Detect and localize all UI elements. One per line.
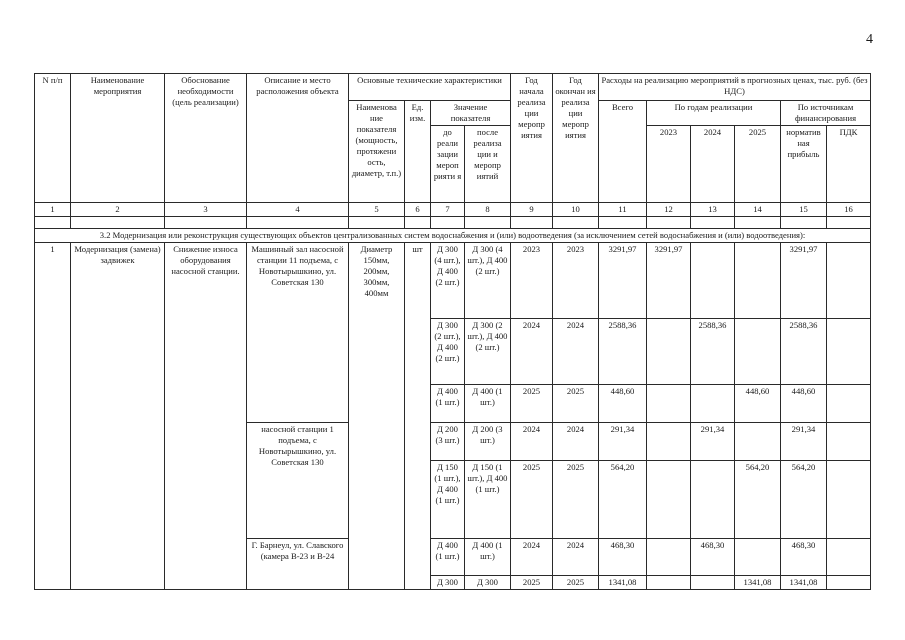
normative-profit: 468,30 <box>781 539 827 576</box>
column-number: 8 <box>465 203 511 217</box>
year-end: 2025 <box>553 461 599 539</box>
header-year-2025: 2025 <box>735 126 781 203</box>
location-machine-hall: Машинный зал насосной станции 11 подъема, с Новотырышкино, ул. Советская 130 <box>247 243 349 423</box>
cost-2025 <box>735 319 781 385</box>
column-number: 5 <box>349 203 405 217</box>
header-description: Описание и место расположения объекта <box>247 74 349 203</box>
year-start: 2024 <box>511 423 553 461</box>
pdk <box>827 539 871 576</box>
header-pdk: ПДК <box>827 126 871 203</box>
cost-2023 <box>647 539 691 576</box>
value-before: Д 300 (4 шт.), Д 400 (2 шт.) <box>431 243 465 319</box>
value-before: Д 150 (1 шт.), Д 400 (1 шт.) <box>431 461 465 539</box>
value-before: Д 200 (3 шт.) <box>431 423 465 461</box>
header-year-2023: 2023 <box>647 126 691 203</box>
year-start: 2025 <box>511 385 553 423</box>
cost-2024 <box>691 461 735 539</box>
value-before: Д 400 (1 шт.) <box>431 385 465 423</box>
cost-2024: 291,34 <box>691 423 735 461</box>
year-end: 2024 <box>553 319 599 385</box>
header-tech-name: Наименова ние показателя (мощность, протяжени ость, диаметр, т.п.) <box>349 101 405 203</box>
location-pump-station: насосной станции 1 подъема, с Новотырышкино, ул. Советская 130 <box>247 423 349 539</box>
column-number: 15 <box>781 203 827 217</box>
header-after: после реализа ции и меропр иятий <box>465 126 511 203</box>
section-title: 3.2 Модернизация или реконструкция существующих объектов централизованных систем водоснабжения и (или) водоотведения (за исключением сетей водоснабжения и (или) водоотведения): <box>35 229 871 243</box>
normative-profit: 3291,97 <box>781 243 827 319</box>
item-name: Модернизация (замена) задвижек <box>71 243 165 590</box>
year-start: 2025 <box>511 576 553 590</box>
column-number: 16 <box>827 203 871 217</box>
year-start: 2024 <box>511 539 553 576</box>
investment-program-table <box>34 73 871 590</box>
cost-total: 3291,97 <box>599 243 647 319</box>
page-number: 4 <box>866 32 873 47</box>
header-value: Значение показателя <box>431 101 511 126</box>
column-number: 12 <box>647 203 691 217</box>
cost-2025: 1341,08 <box>735 576 781 590</box>
cost-2025 <box>735 539 781 576</box>
cost-total: 468,30 <box>599 539 647 576</box>
tech-parameter: Диаметр 150мм, 200мм, 300мм, 400мм <box>349 243 405 590</box>
cost-2023 <box>647 385 691 423</box>
value-after: Д 400 (1 шт.) <box>465 539 511 576</box>
header-tech-characteristics: Основные технические характеристики <box>349 74 511 101</box>
cost-2024 <box>691 576 735 590</box>
pdk <box>827 243 871 319</box>
cost-total: 2588,36 <box>599 319 647 385</box>
header-by-years: По годам реализации <box>647 101 781 126</box>
column-number: 14 <box>735 203 781 217</box>
value-after: Д 300 (4 шт.), Д 400 (2 шт.) <box>465 243 511 319</box>
header-year-2024: 2024 <box>691 126 735 203</box>
cost-2024: 2588,36 <box>691 319 735 385</box>
column-number: 7 <box>431 203 465 217</box>
cost-total: 448,60 <box>599 385 647 423</box>
year-end: 2024 <box>553 539 599 576</box>
year-end: 2024 <box>553 423 599 461</box>
value-after: Д 200 (3 шт.) <box>465 423 511 461</box>
cost-2023 <box>647 461 691 539</box>
year-end: 2025 <box>553 576 599 590</box>
value-before: Д 300 (2 шт.), Д 400 (2 шт.) <box>431 319 465 385</box>
column-number: 13 <box>691 203 735 217</box>
table-row <box>35 243 871 319</box>
year-start: 2023 <box>511 243 553 319</box>
cost-2023: 3291,97 <box>647 243 691 319</box>
cost-2023 <box>647 319 691 385</box>
header-unit: Ед. изм. <box>405 101 431 203</box>
pdk <box>827 319 871 385</box>
cost-2025: 564,20 <box>735 461 781 539</box>
pdk <box>827 385 871 423</box>
cost-total: 1341,08 <box>599 576 647 590</box>
normative-profit: 291,34 <box>781 423 827 461</box>
year-end: 2023 <box>553 243 599 319</box>
year-end: 2025 <box>553 385 599 423</box>
empty-row <box>35 217 871 229</box>
header-name: Наименование мероприятия <box>71 74 165 203</box>
cost-2024: 468,30 <box>691 539 735 576</box>
normative-profit: 2588,36 <box>781 319 827 385</box>
header-year-start: Год начала реализа ции меропр иятия <box>511 74 553 203</box>
column-number: 3 <box>165 203 247 217</box>
cost-2025 <box>735 423 781 461</box>
header-normative-profit: норматив ная прибыль <box>781 126 827 203</box>
header-reason: Обоснование необходимости (цель реализации) <box>165 74 247 203</box>
value-before: Д 300 <box>431 576 465 590</box>
cost-total: 564,20 <box>599 461 647 539</box>
normative-profit: 1341,08 <box>781 576 827 590</box>
cost-2023 <box>647 423 691 461</box>
pdk <box>827 423 871 461</box>
cost-2025: 448,60 <box>735 385 781 423</box>
value-after: Д 300 (2 шт.), Д 400 (2 шт.) <box>465 319 511 385</box>
value-before: Д 400 (1 шт.) <box>431 539 465 576</box>
pdk <box>827 461 871 539</box>
column-number: 10 <box>553 203 599 217</box>
header-n: N п/п <box>35 74 71 203</box>
cost-2025 <box>735 243 781 319</box>
cost-2024 <box>691 385 735 423</box>
item-reason: Снижение износа оборудования насосной станции. <box>165 243 247 590</box>
value-after: Д 150 (1 шт.), Д 400 (1 шт.) <box>465 461 511 539</box>
year-start: 2025 <box>511 461 553 539</box>
header-before: до реали зации мероп рияти я <box>431 126 465 203</box>
pdk <box>827 576 871 590</box>
column-number: 2 <box>71 203 165 217</box>
item-number: 1 <box>35 243 71 590</box>
header-costs: Расходы на реализацию мероприятий в прогнозных ценах, тыс. руб. (без НДС) <box>599 74 871 101</box>
unit: шт <box>405 243 431 590</box>
column-number: 11 <box>599 203 647 217</box>
column-number: 4 <box>247 203 349 217</box>
header-total: Всего <box>599 101 647 203</box>
value-after: Д 300 <box>465 576 511 590</box>
cost-2024 <box>691 243 735 319</box>
header-by-sources: По источникам финансирования <box>781 101 871 126</box>
normative-profit: 448,60 <box>781 385 827 423</box>
column-number: 1 <box>35 203 71 217</box>
cost-2023 <box>647 576 691 590</box>
location-barnaul: Г. Барнеул, ул. Славского (камера В-23 и В-24 <box>247 539 349 590</box>
normative-profit: 564,20 <box>781 461 827 539</box>
year-start: 2024 <box>511 319 553 385</box>
value-after: Д 400 (1 шт.) <box>465 385 511 423</box>
column-number: 6 <box>405 203 431 217</box>
header-year-end: Год окончан ия реализа ции меропр иятия <box>553 74 599 203</box>
cost-total: 291,34 <box>599 423 647 461</box>
column-number: 9 <box>511 203 553 217</box>
